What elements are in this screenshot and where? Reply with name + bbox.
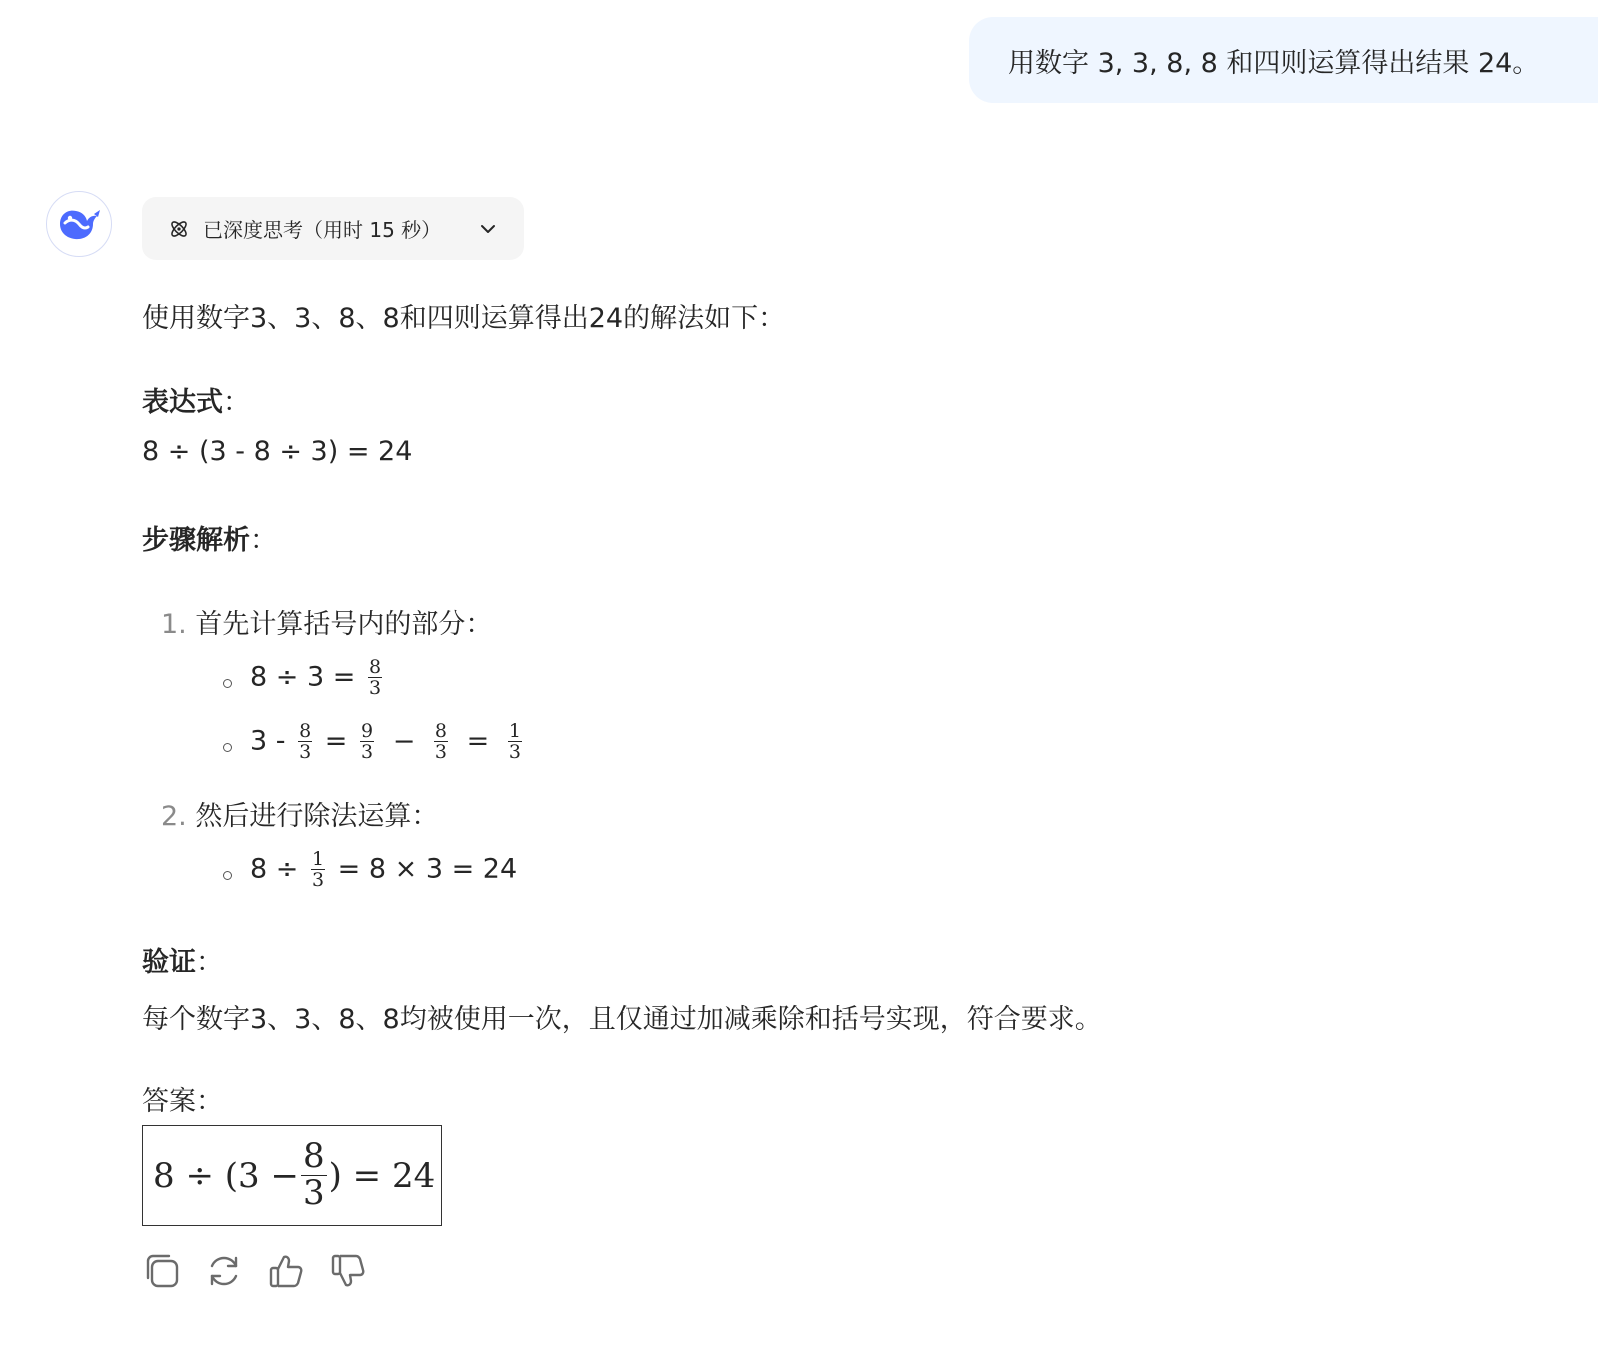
fraction-denominator: 3	[361, 741, 374, 763]
bullet-marker	[223, 871, 232, 880]
step-1-sub-1-lhs: 8 ÷ 3 =	[250, 661, 356, 693]
fraction-denominator: 3	[368, 677, 382, 699]
step-1-sub-2-lhs: 3 -	[250, 725, 286, 757]
fraction-numerator: 8	[368, 656, 382, 678]
bullet-marker	[223, 679, 232, 688]
step-1	[161, 602, 492, 641]
verify-text: 每个数字3、3、8、8均被使用一次，且仅通过加减乘除和括号实现，符合要求。	[142, 1004, 1102, 1035]
atom-icon	[168, 218, 190, 240]
answer-heading: 答案：	[142, 1086, 223, 1117]
thumbs-down-icon	[329, 1252, 367, 1290]
fraction-numerator: 8	[434, 720, 448, 742]
boxed-answer-right: ) = 24	[328, 1155, 436, 1196]
fraction-numerator: 1	[311, 848, 325, 870]
step-2-text: 然后进行除法运算：	[195, 801, 439, 832]
intro-text: 使用数字3、3、8、8和四则运算得出24的解法如下：	[142, 303, 786, 334]
regenerate-button[interactable]	[204, 1249, 244, 1293]
refresh-icon	[205, 1252, 243, 1290]
like-button[interactable]	[266, 1249, 306, 1293]
fraction	[311, 850, 325, 890]
boxed-answer	[142, 1125, 442, 1226]
copy-button[interactable]	[142, 1249, 182, 1293]
boxed-fraction	[301, 1136, 327, 1213]
fraction-denominator: 3	[299, 741, 312, 763]
step-2-sub-1	[250, 850, 517, 890]
steps-heading	[142, 518, 277, 557]
expression-heading-colon: ：	[223, 387, 250, 418]
assistant-avatar	[46, 191, 112, 257]
step-1-sub-1	[250, 658, 386, 698]
deep-think-toggle[interactable]	[142, 197, 524, 260]
fraction-denominator: 3	[434, 741, 448, 763]
expression-text: 8 ÷ (3 - 8 ÷ 3) = 24	[142, 436, 413, 467]
dislike-button[interactable]	[328, 1249, 368, 1293]
fraction-numerator: 1	[508, 720, 521, 742]
user-message-text: 用数字 3, 3, 8, 8 和四则运算得出结果 24。	[1008, 47, 1540, 79]
user-message-bubble	[969, 17, 1598, 103]
step-1-sub-2	[250, 722, 526, 762]
step-1-text: 首先计算括号内的部分：	[195, 609, 493, 640]
verify-heading-label: 验证	[142, 947, 196, 978]
fraction-denominator: 3	[302, 1173, 325, 1213]
verify-heading-colon: ：	[196, 947, 223, 978]
step-2-sub-1-lhs: 8 ÷	[250, 853, 299, 885]
thumbs-up-icon	[267, 1252, 305, 1290]
verify-heading	[142, 940, 223, 979]
step-2-sub-1-rhs: = 8 × 3 = 24	[337, 853, 518, 885]
fraction	[360, 722, 374, 762]
fraction	[368, 658, 382, 698]
expression-heading	[142, 380, 250, 419]
steps-heading-label: 步骤解析	[142, 525, 250, 556]
fraction-denominator: 3	[311, 869, 325, 891]
equals-sign: =	[466, 725, 490, 757]
step-2-marker: 2.	[161, 801, 187, 832]
fraction-denominator: 3	[508, 741, 521, 763]
expression-heading-label: 表达式	[142, 387, 223, 418]
chevron-down-icon	[478, 219, 498, 239]
equals-sign: =	[324, 725, 348, 757]
fraction-numerator: 8	[299, 720, 312, 742]
boxed-answer-left: 8 ÷ (3 −	[153, 1155, 299, 1196]
copy-icon	[143, 1252, 181, 1290]
deepseek-whale-icon	[56, 204, 102, 244]
steps-heading-colon: ：	[250, 525, 277, 556]
fraction-numerator: 9	[361, 720, 374, 742]
minus-sign: −	[392, 725, 416, 757]
bullet-marker	[223, 743, 232, 752]
step-2	[161, 794, 438, 833]
deep-think-label: 已深度思考（用时 15 秒）	[203, 218, 442, 242]
step-1-marker: 1.	[161, 609, 187, 640]
fraction	[434, 722, 448, 762]
fraction-numerator: 8	[302, 1136, 325, 1177]
fraction	[508, 722, 522, 762]
fraction	[298, 722, 312, 762]
